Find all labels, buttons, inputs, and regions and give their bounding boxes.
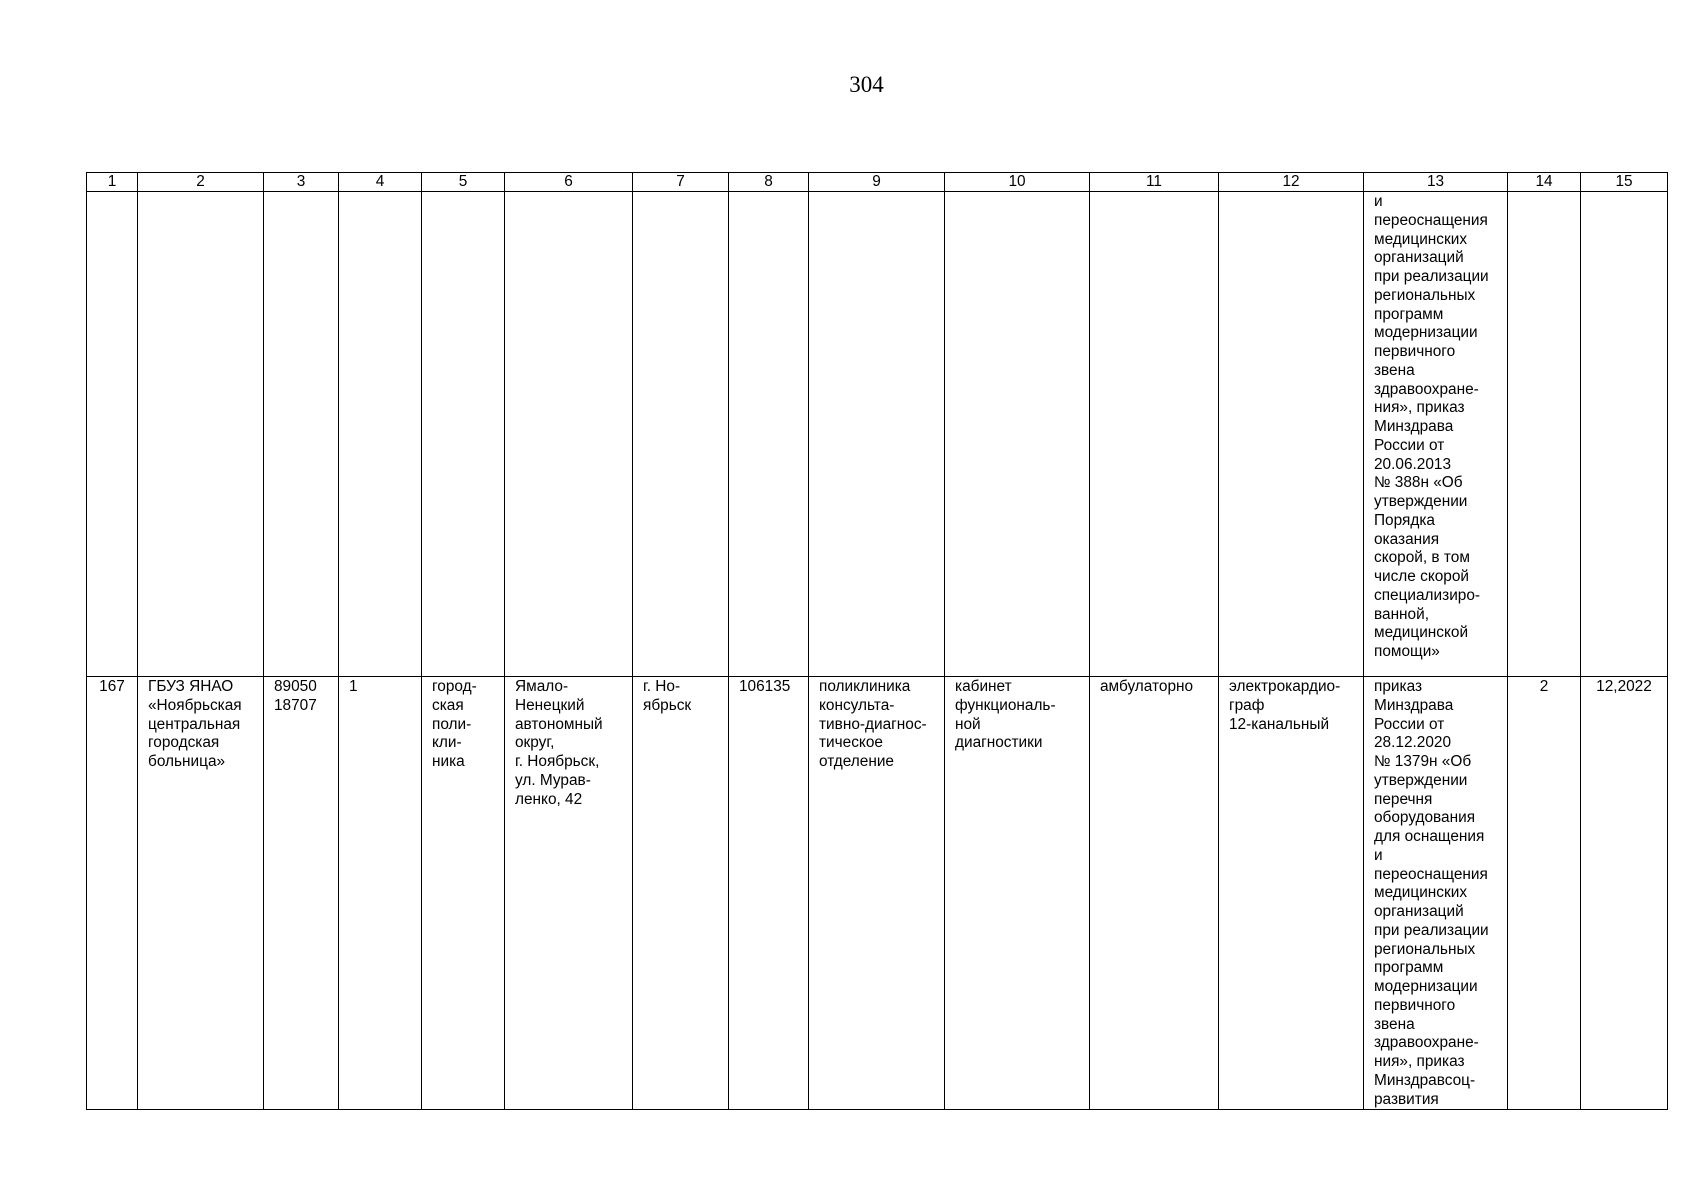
cell-inn: 89050 18707 <box>264 677 339 1110</box>
cell-room: кабинет функциональ- ной диагностики <box>945 677 1090 1110</box>
cell-city: г. Но- ябрьск <box>633 677 729 1110</box>
cell-regulation: и переоснащения медицинских организаций при реализации региональных программ модернизации первичного звена здравоохране- ния», приказ Минздрава России от 20.06.2013 № 388н «Об утверждении Порядка оказания скорой, в том числе скорой специализиро- ванной, медицинской помощи» <box>1364 192 1508 677</box>
cell-c10 <box>945 192 1090 677</box>
header-col-3: 3 <box>264 173 339 192</box>
header-col-11: 11 <box>1090 173 1219 192</box>
cell-c4: 1 <box>339 677 422 1110</box>
cell-code: 106135 <box>729 677 809 1110</box>
cell-c7 <box>633 192 729 677</box>
cell-department: поликлиника консульта- тивно-диагнос- тическое отделение <box>809 677 945 1110</box>
header-col-4: 4 <box>339 173 422 192</box>
header-row <box>87 173 1668 192</box>
cell-c5 <box>422 192 505 677</box>
header-col-1: 1 <box>87 173 138 192</box>
cell-c14 <box>1508 192 1581 677</box>
header-col-10: 10 <box>945 173 1090 192</box>
cell-address: Ямало- Ненецкий автономный округ, г. Ноябрьск, ул. Мурав- ленко, 42 <box>505 677 633 1110</box>
cell-quantity: 2 <box>1508 677 1581 1110</box>
header-col-8: 8 <box>729 173 809 192</box>
cell-c4 <box>339 192 422 677</box>
header-col-2: 2 <box>138 173 264 192</box>
cell-row-number: 167 <box>87 677 138 1110</box>
cell-equipment: электрокардио- граф 12-канальный <box>1219 677 1364 1110</box>
equipment-table <box>86 172 1668 1110</box>
cell-c12 <box>1219 192 1364 677</box>
header-col-12: 12 <box>1219 173 1364 192</box>
cell-c3 <box>264 192 339 677</box>
page-number: 304 <box>849 72 884 97</box>
header-col-13: 13 <box>1364 173 1508 192</box>
cell-facility-type: город- ская поли- кли- ника <box>422 677 505 1110</box>
cell-c2 <box>138 192 264 677</box>
header-col-14: 14 <box>1508 173 1581 192</box>
cell-c1 <box>87 192 138 677</box>
header-col-7: 7 <box>633 173 729 192</box>
cell-c6 <box>505 192 633 677</box>
header-col-5: 5 <box>422 173 505 192</box>
header-col-9: 9 <box>809 173 945 192</box>
cell-c8 <box>729 192 809 677</box>
header-col-6: 6 <box>505 173 633 192</box>
header-col-15: 15 <box>1581 173 1668 192</box>
cell-regulation: приказ Минздрава России от 28.12.2020 № 1379н «Об утверждении перечня оборудования для оснащения и переоснащения медицинских организаций при реализации региональных программ модернизации первичного звена здравоохране- ния», приказ Минздравсоц- развития <box>1364 677 1508 1110</box>
table-row-167 <box>87 677 1668 1110</box>
table-row-continuation <box>87 192 1668 677</box>
cell-care-mode: амбулаторно <box>1090 677 1219 1110</box>
cell-c11 <box>1090 192 1219 677</box>
cell-c15 <box>1581 192 1668 677</box>
cell-date: 12,2022 <box>1581 677 1668 1110</box>
cell-c9 <box>809 192 945 677</box>
cell-organization: ГБУЗ ЯНАО «Ноябрьская центральная городская больница» <box>138 677 264 1110</box>
